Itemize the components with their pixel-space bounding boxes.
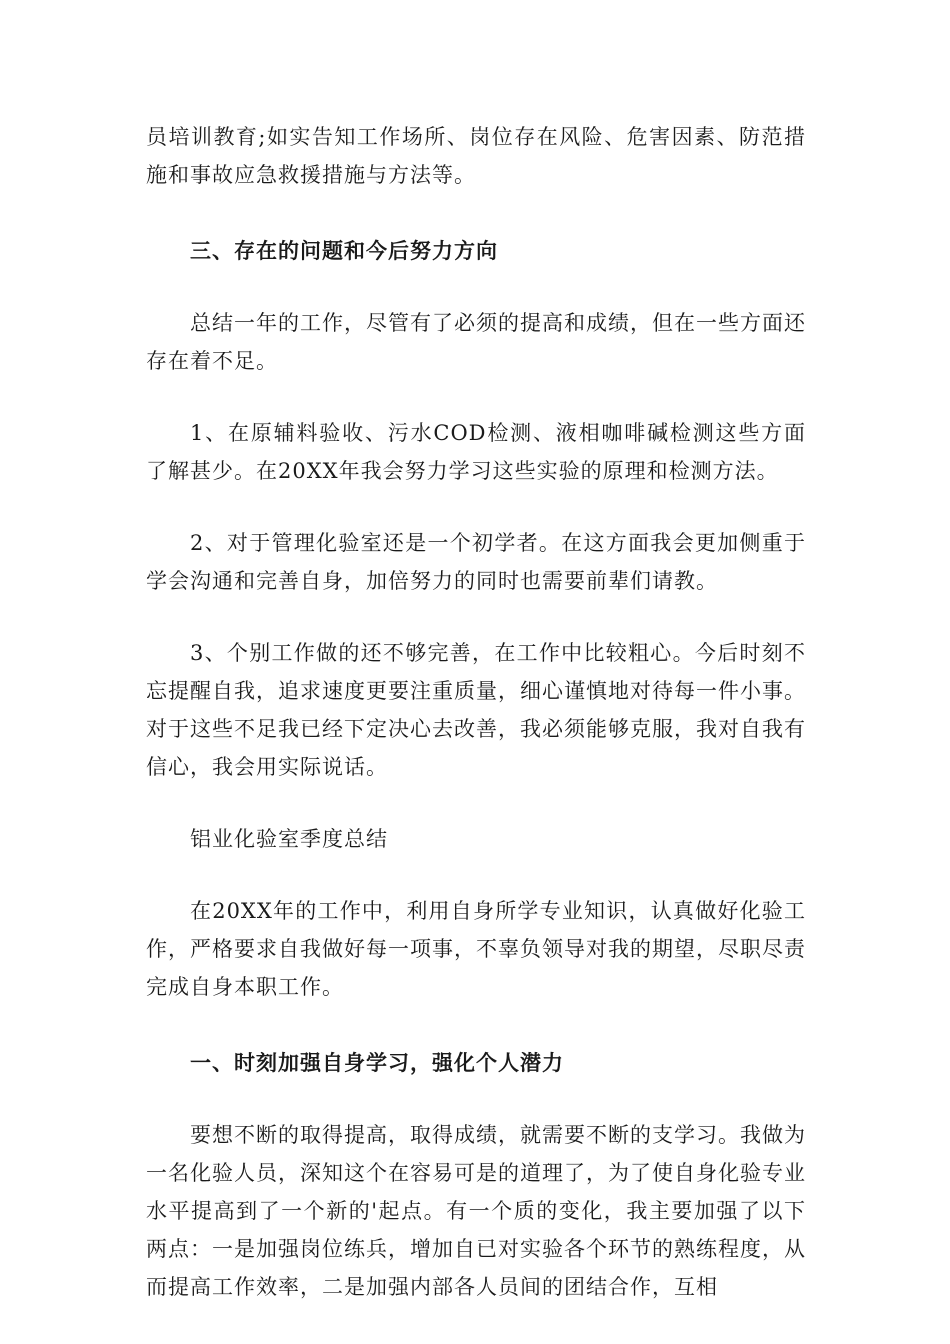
paragraph-item-3: 3、个别工作做的还不够完善，在工作中比较粗心。今后时刻不忘提醒自我，追求速度更要注重质量，细心谨慎地对待每一件小事。对于这些不足我已经下定决心去改善，我必须能够克服，我对自我有信心，我会用实际说话。 xyxy=(146,641,806,779)
section-heading-problems: 三、存在的问题和今后努力方向 xyxy=(190,238,498,263)
paragraph-summary: 总结一年的工作，尽管有了必须的提高和成绩，但在一些方面还存在着不足。 xyxy=(146,311,806,373)
paragraph-training-continuation: 员培训教育;如实告知工作场所、岗位存在风险、危害因素、防范措施和事故应急救援措施与方法等。 xyxy=(146,125,806,187)
document-subtitle: 铝业化验室季度总结 xyxy=(190,827,388,851)
paragraph-intro: 在20XX年的工作中，利用自身所学专业知识，认真做好化验工作，严格要求自我做好每一项事，不辜负领导对我的期望，尽职尽责完成自身本职工作。 xyxy=(146,899,806,999)
document-body xyxy=(146,118,806,1306)
paragraph-learning: 要想不断的取得提高，取得成绩，就需要不断的支学习。我做为一名化验人员，深知这个在容易可是的道理了，为了使自身化验专业水平提高到了一个新的'起点。有一个质的变化，我主要加强了以下两点：一是加强岗位练兵，增加自已对实验各个环节的熟练程度，从而提高工作效率，二是加强内部各人员间的团结合作，互相 xyxy=(146,1123,806,1299)
paragraph-item-2: 2、对于管理化验室还是一个初学者。在这方面我会更加侧重于学会沟通和完善自身，加倍努力的同时也需要前辈们请教。 xyxy=(146,531,806,593)
paragraph-item-1: 1、在原辅料验收、污水COD检测、液相咖啡碱检测这些方面了解甚少。在20XX年我会努力学习这些实验的原理和检测方法。 xyxy=(146,421,806,483)
section-heading-learning: 一、时刻加强自身学习，强化个人潜力 xyxy=(190,1050,564,1075)
